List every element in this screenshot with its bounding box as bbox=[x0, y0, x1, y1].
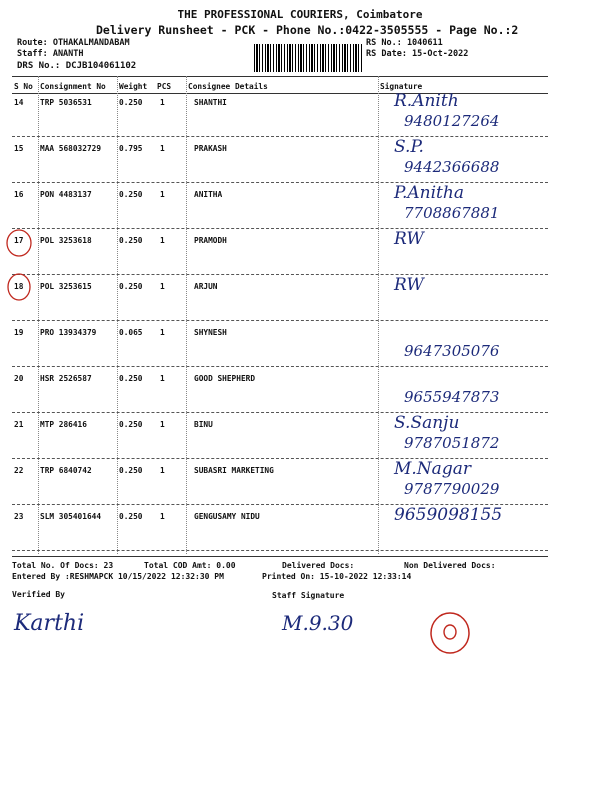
row-weight: 0.795 bbox=[119, 144, 143, 153]
row-sno: 19 bbox=[14, 328, 24, 337]
row-consignment: HSR 2526587 bbox=[40, 374, 92, 383]
row-weight: 0.250 bbox=[119, 98, 143, 107]
row-signature bbox=[384, 502, 554, 546]
row-consignment: PRO 13934379 bbox=[40, 328, 97, 337]
row-consignee: SHANTHI bbox=[194, 98, 227, 107]
row-signature-name: S.P. bbox=[394, 137, 424, 157]
col-weight: Weight bbox=[119, 82, 148, 91]
entered-by: Entered By :RESHMAPCK 10/15/2022 12:32:30 PM bbox=[12, 572, 224, 581]
col-divider bbox=[38, 76, 39, 554]
row-signature-name: RW bbox=[394, 229, 424, 249]
delivered-docs: Delivered Docs: bbox=[282, 561, 355, 570]
row-signature-phone: 9647305076 bbox=[404, 342, 500, 360]
verified-signature bbox=[12, 604, 132, 640]
table-top-rule bbox=[12, 76, 548, 77]
col-consignee: Consignee Details bbox=[188, 82, 268, 91]
rs-date: RS Date: 15-Oct-2022 bbox=[366, 49, 469, 59]
row-signature-phone: 9787051872 bbox=[404, 434, 500, 452]
row-signature-name: S.Sanju bbox=[394, 413, 460, 433]
row-signature-name: M.Nagar bbox=[394, 459, 471, 479]
row-consignee: PRAMODH bbox=[194, 236, 227, 245]
col-divider bbox=[378, 76, 379, 554]
row-signature-phone: 9787790029 bbox=[404, 480, 500, 498]
row-signature-name: R.Anith bbox=[394, 91, 459, 111]
row-consignee: ANITHA bbox=[194, 190, 223, 199]
red-circle-stamp bbox=[428, 610, 472, 656]
row-weight: 0.250 bbox=[119, 466, 143, 475]
total-docs: Total No. Of Docs: 23 bbox=[12, 561, 114, 570]
row-consignee: GOOD SHEPHERD bbox=[194, 374, 256, 383]
row-pcs: 1 bbox=[160, 466, 165, 475]
barcode bbox=[254, 44, 362, 72]
row-weight: 0.250 bbox=[119, 420, 143, 429]
row-consignee: SUBASRI MARKETING bbox=[194, 466, 274, 475]
row-pcs: 1 bbox=[160, 236, 165, 245]
row-sno: 14 bbox=[14, 98, 24, 107]
runsheet-subtitle: Delivery Runsheet - PCK - Phone No.:0422-3505555 - Page No.:2 bbox=[96, 23, 519, 37]
printed-on: Printed On: 15-10-2022 12:33:14 bbox=[262, 572, 412, 581]
non-delivered-docs: Non Delivered Docs: bbox=[404, 561, 496, 570]
row-weight: 0.250 bbox=[119, 374, 143, 383]
row-signature bbox=[384, 134, 554, 178]
row-pcs: 1 bbox=[160, 512, 165, 521]
row-sno: 22 bbox=[14, 466, 24, 475]
total-cod: Total COD Amt: 0.00 bbox=[144, 561, 236, 570]
row-signature-phone: 7708867881 bbox=[404, 204, 500, 222]
col-divider bbox=[186, 76, 187, 554]
col-signature: Signature bbox=[380, 82, 423, 91]
row-consignment: POL 3253618 bbox=[40, 236, 92, 245]
row-sno: 20 bbox=[14, 374, 24, 383]
row-consignment: TRP 5036531 bbox=[40, 98, 92, 107]
row-sno: 21 bbox=[14, 420, 24, 429]
row-consignee: ARJUN bbox=[194, 282, 218, 291]
row-separator bbox=[12, 550, 548, 551]
row-consignee: PRAKASH bbox=[194, 144, 227, 153]
row-signature-name: RW bbox=[394, 275, 424, 295]
staff-signature-text: M.9.30 bbox=[282, 611, 354, 635]
row-signature bbox=[384, 364, 554, 408]
row-pcs: 1 bbox=[160, 282, 165, 291]
row-pcs: 1 bbox=[160, 374, 165, 383]
row-sno: 16 bbox=[14, 190, 24, 199]
row-consignee: SHYNESH bbox=[194, 328, 227, 337]
row-sno: 18 bbox=[14, 282, 24, 291]
row-consignment: SLM 305401644 bbox=[40, 512, 102, 521]
staff-signature-label: Staff Signature bbox=[272, 591, 345, 600]
row-signature bbox=[384, 88, 554, 132]
row-sno: 15 bbox=[14, 144, 24, 153]
row-pcs: 1 bbox=[160, 98, 165, 107]
row-weight: 0.250 bbox=[119, 190, 143, 199]
row-pcs: 1 bbox=[160, 328, 165, 337]
staff-signature bbox=[280, 604, 380, 640]
row-consignment: MTP 286416 bbox=[40, 420, 87, 429]
rs-number: RS No.: 1040611 bbox=[366, 38, 443, 48]
row-pcs: 1 bbox=[160, 190, 165, 199]
row-signature-phone: 9442366688 bbox=[404, 158, 500, 176]
row-signature-name: P.Anitha bbox=[394, 183, 464, 203]
col-pcs: PCS bbox=[157, 82, 172, 91]
row-signature bbox=[384, 410, 554, 454]
row-weight: 0.250 bbox=[119, 236, 143, 245]
row-weight: 0.065 bbox=[119, 328, 143, 337]
row-signature-phone: 9655947873 bbox=[404, 388, 500, 406]
row-pcs: 1 bbox=[160, 144, 165, 153]
row-signature bbox=[384, 226, 554, 270]
row-signature bbox=[384, 318, 554, 362]
route-label: Route: OTHAKALMANDABAM bbox=[17, 38, 130, 48]
col-sno: S No bbox=[14, 82, 33, 91]
row-weight: 0.250 bbox=[119, 282, 143, 291]
row-signature bbox=[384, 180, 554, 224]
row-consignee: BINU bbox=[194, 420, 213, 429]
row-consignment: POL 3253615 bbox=[40, 282, 92, 291]
col-consignment: Consignment No bbox=[40, 82, 106, 91]
col-divider bbox=[117, 76, 118, 554]
circle-mark-18 bbox=[4, 272, 34, 302]
row-signature-name: 9659098155 bbox=[394, 505, 503, 525]
staff-label: Staff: ANANTH bbox=[17, 49, 84, 59]
row-sno: 17 bbox=[14, 236, 24, 245]
company-title: THE PROFESSIONAL COURIERS, Coimbatore bbox=[177, 8, 423, 21]
verified-signature-text: Karthi bbox=[14, 611, 85, 636]
row-consignment: TRP 6840742 bbox=[40, 466, 92, 475]
row-signature bbox=[384, 272, 554, 316]
row-signature-phone: 9480127264 bbox=[404, 112, 500, 130]
row-signature bbox=[384, 456, 554, 500]
table-bottom-rule bbox=[12, 556, 548, 557]
circle-mark-17 bbox=[4, 228, 34, 258]
row-consignment: MAA 568032729 bbox=[40, 144, 102, 153]
row-pcs: 1 bbox=[160, 420, 165, 429]
row-sno: 23 bbox=[14, 512, 24, 521]
row-weight: 0.250 bbox=[119, 512, 143, 521]
row-consignment: PON 4483137 bbox=[40, 190, 92, 199]
row-consignee: GENGUSAMY NIDU bbox=[194, 512, 260, 521]
drs-number: DRS No.: DCJB104061102 bbox=[17, 61, 137, 71]
verified-by-label: Verified By bbox=[12, 590, 65, 599]
